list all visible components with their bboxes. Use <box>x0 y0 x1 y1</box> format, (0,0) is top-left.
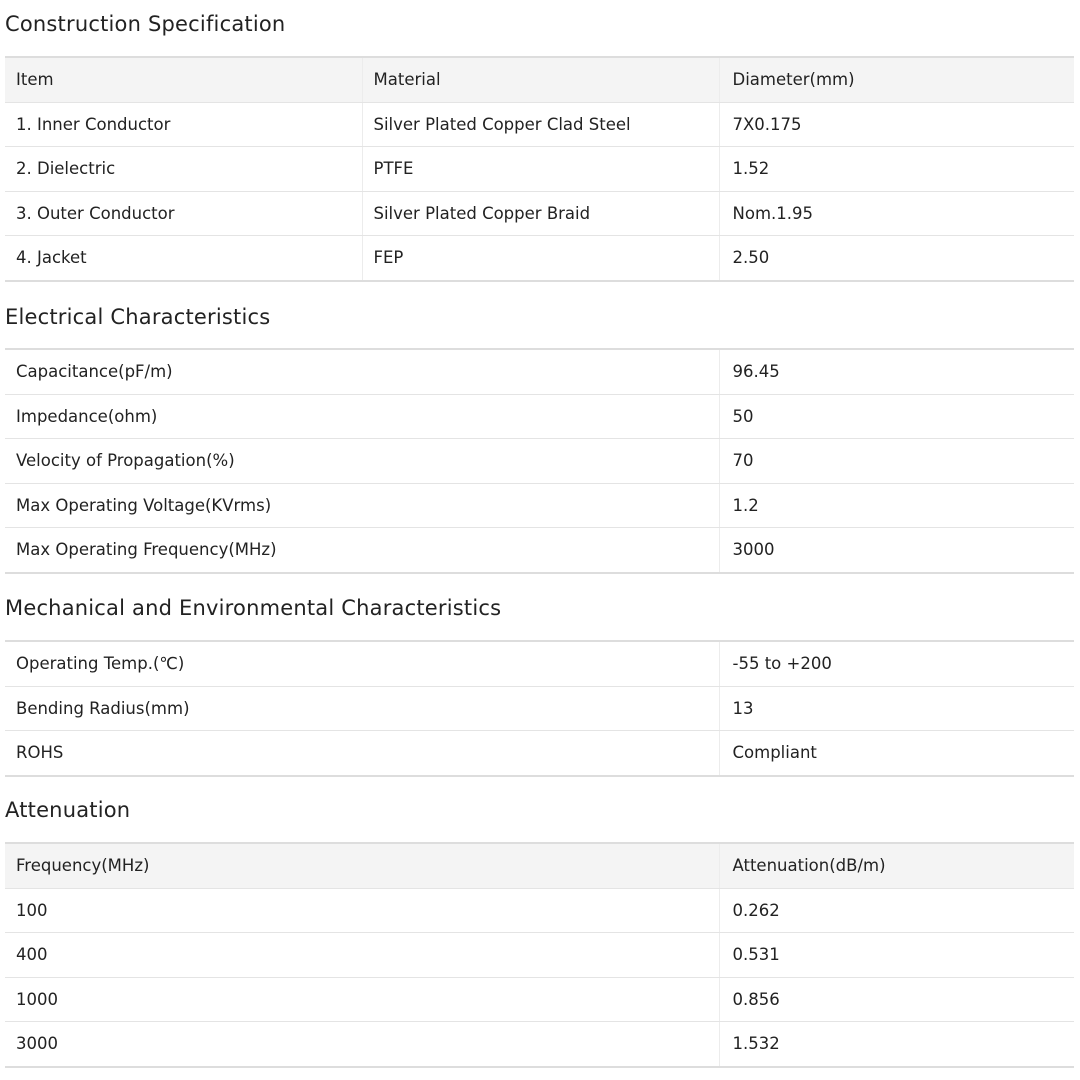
table-header-row <box>5 843 1074 888</box>
table-cell: 1. Inner Conductor <box>5 102 362 147</box>
column-header-diameter: Diameter(mm) <box>719 57 1074 102</box>
table-cell: Impedance(ohm) <box>5 394 719 439</box>
table-row <box>5 147 1074 192</box>
table-row <box>5 528 1074 573</box>
table-cell: Silver Plated Copper Clad Steel <box>362 102 719 147</box>
column-header-attenuation: Attenuation(dB/m) <box>719 843 1074 888</box>
table-header-row <box>5 57 1074 102</box>
table-row <box>5 439 1074 484</box>
table-row <box>5 731 1074 776</box>
table-cell: 2. Dielectric <box>5 147 362 192</box>
table-row <box>5 102 1074 147</box>
table-row <box>5 641 1074 686</box>
table-cell: ROHS <box>5 731 719 776</box>
table-cell: 0.531 <box>719 933 1074 978</box>
electrical-table <box>5 348 1074 574</box>
table-cell: PTFE <box>362 147 719 192</box>
table-cell: 0.856 <box>719 977 1074 1022</box>
table-cell: 400 <box>5 933 719 978</box>
table-cell: Silver Plated Copper Braid <box>362 191 719 236</box>
column-header-frequency: Frequency(MHz) <box>5 843 719 888</box>
attenuation-title: Attenuation <box>5 798 131 822</box>
table-row <box>5 888 1074 933</box>
table-row <box>5 977 1074 1022</box>
table-cell: 2.50 <box>719 236 1074 281</box>
table-cell: 96.45 <box>719 349 1074 394</box>
table-cell: FEP <box>362 236 719 281</box>
table-row <box>5 191 1074 236</box>
table-cell: 100 <box>5 888 719 933</box>
table-cell: 1.2 <box>719 483 1074 528</box>
table-cell: Compliant <box>719 731 1074 776</box>
table-row <box>5 236 1074 281</box>
table-cell: 50 <box>719 394 1074 439</box>
table-cell: 1000 <box>5 977 719 1022</box>
attenuation-table <box>5 842 1074 1068</box>
table-cell: 7X0.175 <box>719 102 1074 147</box>
construction-title: Construction Specification <box>5 12 286 36</box>
table-row <box>5 349 1074 394</box>
column-header-material: Material <box>362 57 719 102</box>
table-cell: 70 <box>719 439 1074 484</box>
table-cell: 1.532 <box>719 1022 1074 1067</box>
table-cell: Nom.1.95 <box>719 191 1074 236</box>
mechanical-title: Mechanical and Environmental Characteristics <box>5 596 502 620</box>
table-cell: Capacitance(pF/m) <box>5 349 719 394</box>
table-row <box>5 394 1074 439</box>
table-row <box>5 686 1074 731</box>
table-cell: -55 to +200 <box>719 641 1074 686</box>
table-cell: 3000 <box>719 528 1074 573</box>
table-cell: 3. Outer Conductor <box>5 191 362 236</box>
table-cell: Max Operating Frequency(MHz) <box>5 528 719 573</box>
table-cell: Operating Temp.(℃) <box>5 641 719 686</box>
table-cell: 13 <box>719 686 1074 731</box>
table-row <box>5 1022 1074 1067</box>
column-header-item: Item <box>5 57 362 102</box>
table-row <box>5 933 1074 978</box>
table-cell: 1.52 <box>719 147 1074 192</box>
table-cell: Bending Radius(mm) <box>5 686 719 731</box>
electrical-title: Electrical Characteristics <box>5 305 271 329</box>
table-cell: 0.262 <box>719 888 1074 933</box>
table-row <box>5 483 1074 528</box>
table-cell: Max Operating Voltage(KVrms) <box>5 483 719 528</box>
mechanical-table <box>5 640 1074 777</box>
table-cell: 4. Jacket <box>5 236 362 281</box>
table-cell: 3000 <box>5 1022 719 1067</box>
table-cell: Velocity of Propagation(%) <box>5 439 719 484</box>
construction-table <box>5 56 1074 282</box>
